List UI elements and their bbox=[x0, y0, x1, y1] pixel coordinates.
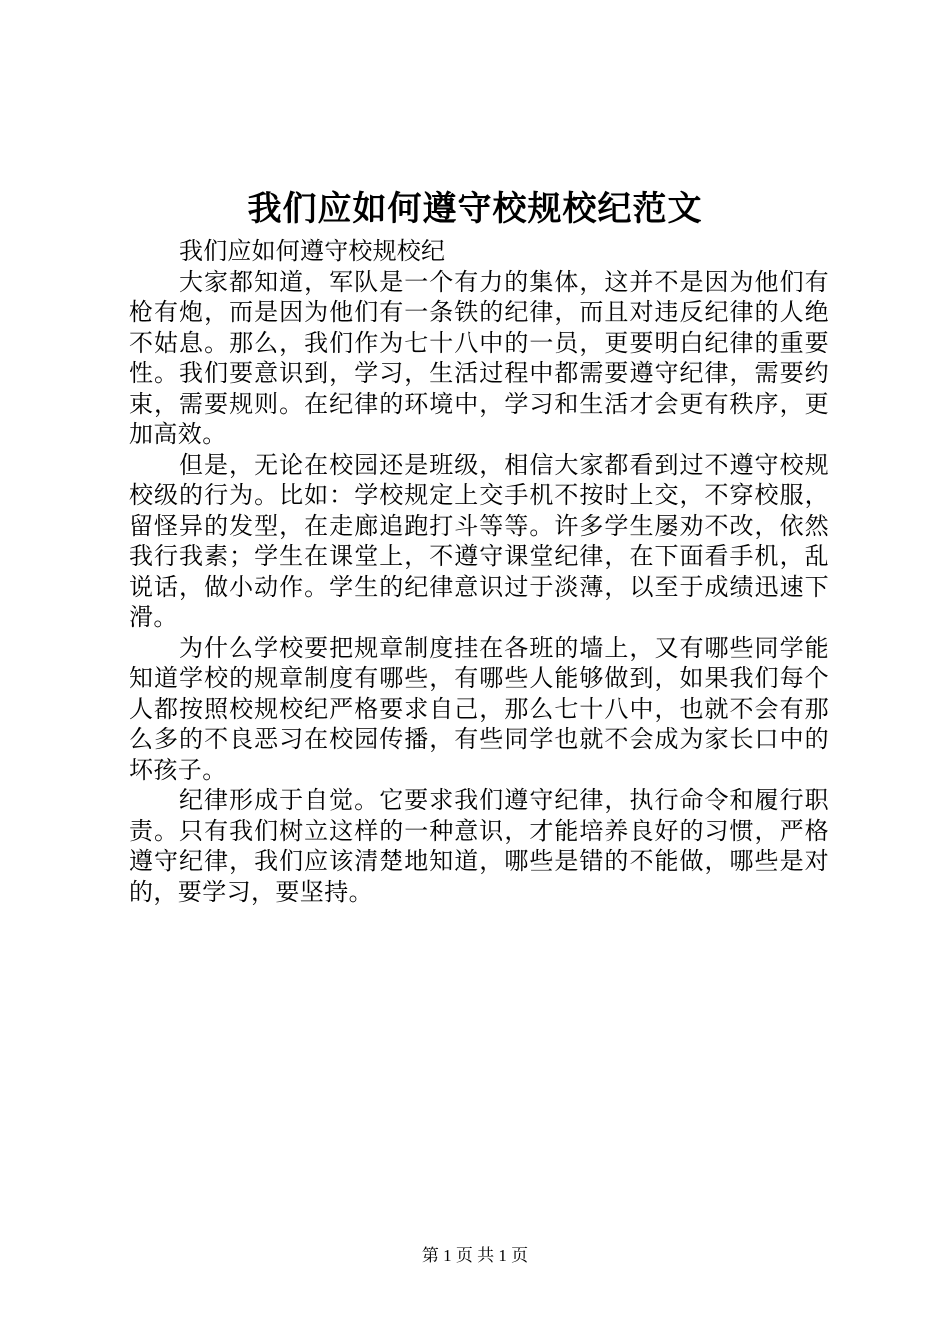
document-body bbox=[129, 236, 829, 907]
paragraph-2: 但是，无论在校园还是班级，相信大家都看到过不遵守校规校级的行为。比如：学校规定上交手机不按时上交，不穿校服，留怪异的发型，在走廊追跑打斗等等。许多学生屡劝不改，依然我行我素；学生在课堂上，不遵守课堂纪律，在下面看手机，乱说话，做小动作。学生的纪律意识过于淡薄，以至于成绩迅速下滑。 bbox=[129, 450, 829, 631]
paragraph-subtitle: 我们应如何遵守校规校纪 bbox=[179, 237, 446, 265]
document-title: 我们应如何遵守校规校纪范文 bbox=[247, 189, 703, 229]
paragraph-3: 为什么学校要把规章制度挂在各班的墙上，又有哪些同学能知道学校的规章制度有哪些，有哪些人能够做到，如果我们每个人都按照校规校纪严格要求自己，那么七十八中，也就不会有那么多的不良恶习在校园传播，有些同学也就不会成为家长口中的坏孩子。 bbox=[129, 633, 829, 784]
paragraph-1: 大家都知道，军队是一个有力的集体，这并不是因为他们有枪有炮，而是因为他们有一条铁的纪律，而且对违反纪律的人绝不姑息。那么，我们作为七十八中的一员，更要明白纪律的重要性。我们要意识到，学习，生活过程中都需要遵守纪律，需要约束，需要规则。在纪律的环境中，学习和生活才会更有秩序，更加高效。 bbox=[129, 267, 829, 448]
paragraph-4: 纪律形成于自觉。它要求我们遵守纪律，执行命令和履行职责。只有我们树立这样的一种意识，才能培养良好的习惯，严格遵守纪律，我们应该清楚地知道，哪些是错的不能做，哪些是对的，要学习，要坚持。 bbox=[129, 786, 829, 906]
page-footer: 第 1 页 共 1 页 bbox=[421, 1246, 529, 1265]
